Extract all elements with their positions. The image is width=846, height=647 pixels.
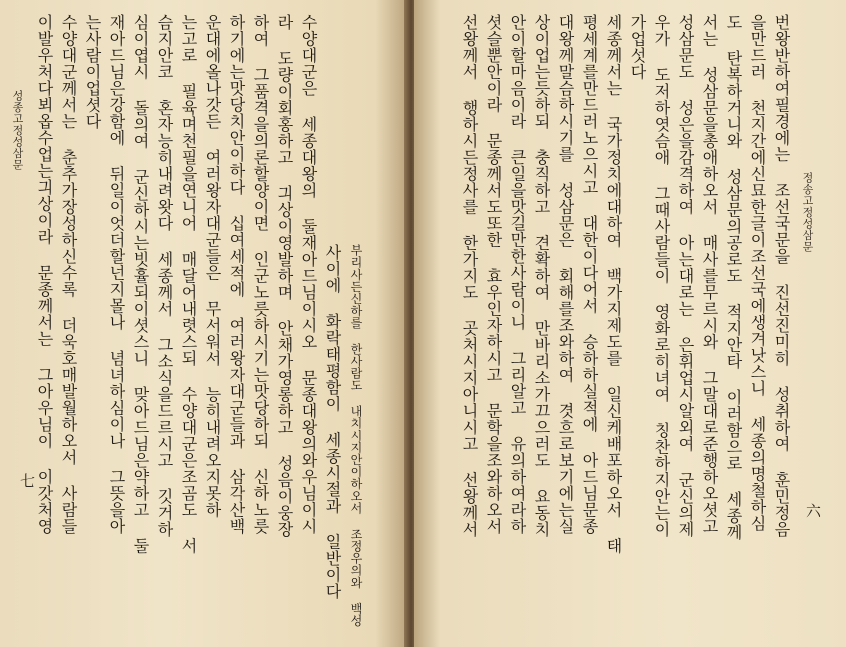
- text-column: 운대에올나갓든 여러왕자대군들은 무서워서 능히내려오지못하: [203, 14, 222, 518]
- text-column: 셧슬뿐안이라 문종께서도또한 효우인자하시고 문학을조와하오서: [484, 14, 503, 535]
- text-column: 선왕께서 행하시든정사를 한가지도 곳처시지아니시고 선왕께서: [460, 14, 479, 538]
- left-page: [0, 0, 408, 647]
- text-column: 번왕반하여필경에는 조선국문을 진선진미히 성취하여 훈민정음: [772, 14, 791, 538]
- running-head: 정송고정성삼문: [801, 172, 814, 253]
- text-column: 도 탄복하거니와 성삼문의공로도 적지안타 이러함으로 세종께: [724, 14, 743, 541]
- text-column: 부리사든신하를 한사람도 내치시지안이하오서 조정우의와 백성: [349, 244, 363, 627]
- text-column: 라 도량이회홍하고 긔상이영발하며 안채가영롱하고 성음이웅장: [275, 14, 294, 538]
- text-column: 을만드러 천지간에신묘한글이조선국에생겨낫스니 세종의명철하심: [748, 14, 767, 532]
- text-column: 평세계를만드러노으시고 대한이다어서 승하하실적에 아드님문종: [580, 14, 599, 535]
- page-number: 七: [20, 472, 36, 490]
- text-column: 수양대군은 세종대왕의 둘재아드님이시오 문종대왕의와우님이시: [299, 14, 318, 535]
- right-page: [414, 0, 846, 647]
- text-column: 하여 그품격을의론할양이면 인군노릇하시기는맛당하되 신하노릇: [251, 14, 270, 535]
- running-head: 성종고정성삼문: [11, 90, 24, 171]
- text-column: 슴지안코 혼자능히내려왓다 세종께서 그소식을드르시고 깃거하: [155, 14, 174, 538]
- text-column: 서는 성삼문을총애하오서 매사를무르시와 그말대로준행하오셧고: [700, 14, 719, 535]
- page-number: 六: [806, 502, 822, 520]
- text-column: 안이할마음이라 큰일을맛길만한사람이니 그리알고 유의하여라하: [508, 14, 527, 535]
- text-column: 재아드님은강함에 뒤일이엇더할넌지몰나 념녀하심이나 그뜻을아: [107, 14, 126, 535]
- text-column: 는고로 필육며천필을연니어 매달어내렷스되 수양대군은조곰도 서: [179, 14, 198, 554]
- text-column: 는사람이업셧다: [83, 14, 102, 130]
- text-column: 사이에 화락태평함이 세종시절과 일반이다: [323, 244, 342, 600]
- text-column: 하기에는맛당치안이하다 십여세적에 여러왕자대군들과 삼각산백: [227, 14, 246, 535]
- text-column: 이발우처다뵈옵수업는긔상이라 문종께서는 그아우님이 이갓처영: [35, 14, 54, 535]
- text-column: 대왕께말슴하시기를 성삼문은 회해를조와하여 겻흐로보기에는실: [556, 14, 575, 535]
- text-column: 심이엽시 돌의여 군신하시는빗휼되이셧스니 맞아드님은약하고 둘: [131, 14, 150, 554]
- text-column: 가업섯다: [628, 14, 647, 80]
- text-column: 상이업는듯하되 충직하고 견확하여 만바리소가끄으러도 요동치: [532, 14, 551, 538]
- text-column: 수양대군께서는 춘추가장성하신수록 더욱호매발월하오서 사람들: [59, 14, 78, 535]
- text-column: 우가 도저하엿슴애 그때사람들이 영화로히녀여 칭찬하지안는이: [652, 14, 671, 538]
- text-column: 성삼문도 성은을감격하여 아는대로는 은휘업시알외여 군신의제: [676, 14, 695, 538]
- text-column: 세종께서는 국가정치에대하여 백가지제도를 일신케배포하오서 태: [604, 14, 623, 554]
